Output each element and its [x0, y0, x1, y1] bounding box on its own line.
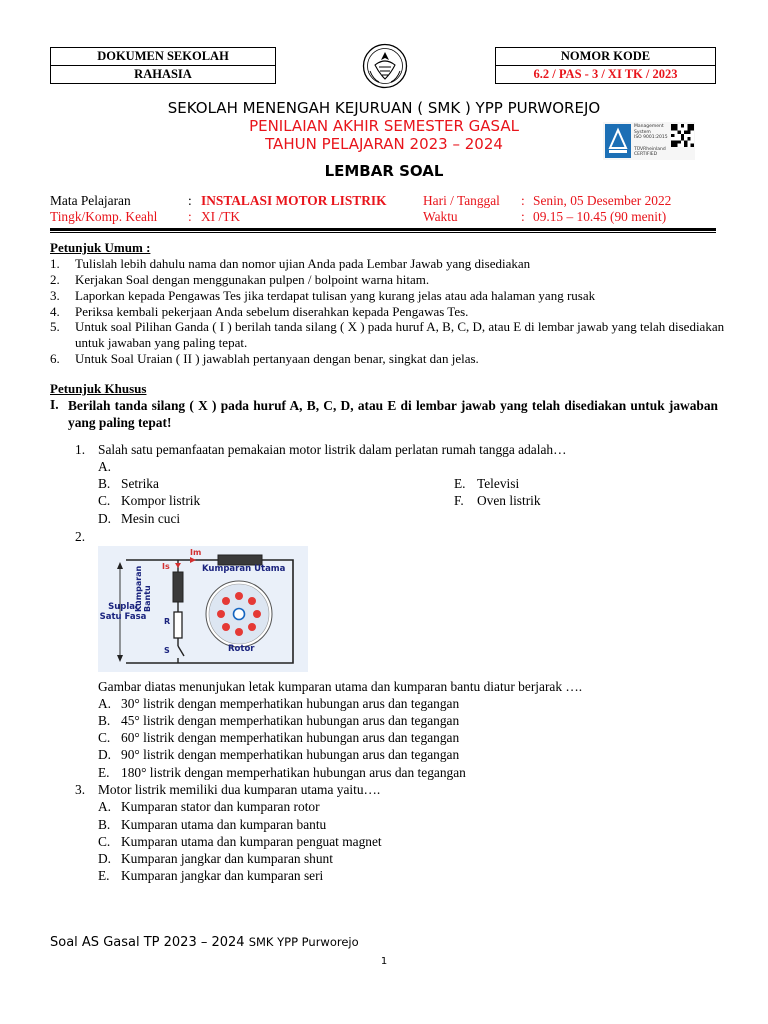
code-number-value: 6.2 / PAS - 3 / XI TK / 2023	[496, 66, 716, 84]
code-number-label: NOMOR KODE	[496, 48, 716, 66]
switch-label: S	[164, 646, 170, 655]
exam-title: PENILAIAN AKHIR SEMESTER GASAL	[249, 117, 519, 135]
date-label: Hari / Tanggal	[423, 193, 500, 208]
school-logo	[362, 43, 408, 89]
question-1-text: Salah satu pemanfaatan pemakaian motor listrik dalam perlatan rumah tangga adalah…	[98, 442, 567, 457]
motor-circuit-diagram	[98, 546, 308, 672]
question-2-number: 2.	[75, 529, 86, 544]
document-type-box	[50, 47, 276, 84]
divider-thick	[50, 228, 716, 231]
question-2-text: Gambar diatas menunjukan letak kumparan utama dan kumparan bantu diatur berjarak ….	[98, 679, 583, 694]
page-footer	[50, 935, 359, 950]
subject-label: Mata Pelajaran	[50, 193, 131, 208]
code-number-box	[495, 47, 716, 84]
sheet-title: LEMBAR SOAL	[324, 162, 444, 180]
footer-title: Soal AS Gasal TP 2023 – 2024	[50, 935, 245, 950]
school-name: SEKOLAH MENENGAH KEJURUAN ( SMK ) YPP PURWOREJO	[167, 99, 601, 117]
question-3-number: 3.	[75, 782, 86, 797]
time-label: Waktu	[423, 209, 458, 224]
special-instructions-text: Berilah tanda silang ( X ) pada huruf A, B, C, D, atau E di lembar jawab yang telah disediakan untuk jawaban yang paling tepat!	[68, 398, 718, 430]
subject-value: INSTALASI MOTOR LISTRIK	[201, 193, 387, 208]
date-value: Senin, 05 Desember 2022	[533, 193, 672, 208]
qr-code-icon	[671, 124, 694, 147]
academic-year: TAHUN PELAJARAN 2023 – 2024	[265, 135, 503, 153]
question-1-number: 1.	[75, 442, 86, 457]
class-value: XI /TK	[201, 209, 241, 224]
page-number: 1	[380, 956, 388, 967]
tuv-logo	[605, 124, 631, 158]
resistor-label: R	[164, 617, 171, 626]
footer-school: SMK YPP Purworejo	[248, 935, 359, 949]
subject-row	[50, 193, 131, 209]
time-value: 09.15 – 10.45 (90 menit)	[533, 209, 667, 224]
divider-thin	[50, 232, 716, 233]
confidential-label: RAHASIA	[51, 66, 276, 84]
supply-label: Suplai Satu Fasa	[99, 602, 147, 622]
class-label: Tingk/Komp. Keahl	[50, 209, 158, 224]
main-current-label: Im	[190, 548, 202, 557]
rotor-label: Rotor	[228, 644, 255, 654]
general-instructions-title: Petunjuk Umum :	[50, 240, 151, 255]
aux-coil-label: Kumparan Bantu	[134, 565, 152, 612]
special-instructions-title: Petunjuk Khusus	[50, 381, 147, 396]
aux-current-label: Is	[162, 562, 170, 571]
document-type-label: DOKUMEN SEKOLAH	[51, 48, 276, 66]
question-3-text: Motor listrik memiliki dua kumparan utama yaitu….	[98, 782, 381, 797]
certification-badge: Management System ISO 9001:2015 TÜVRheinland CERTIFIED	[603, 122, 695, 160]
main-coil-label: Kumparan Utama	[202, 564, 286, 574]
